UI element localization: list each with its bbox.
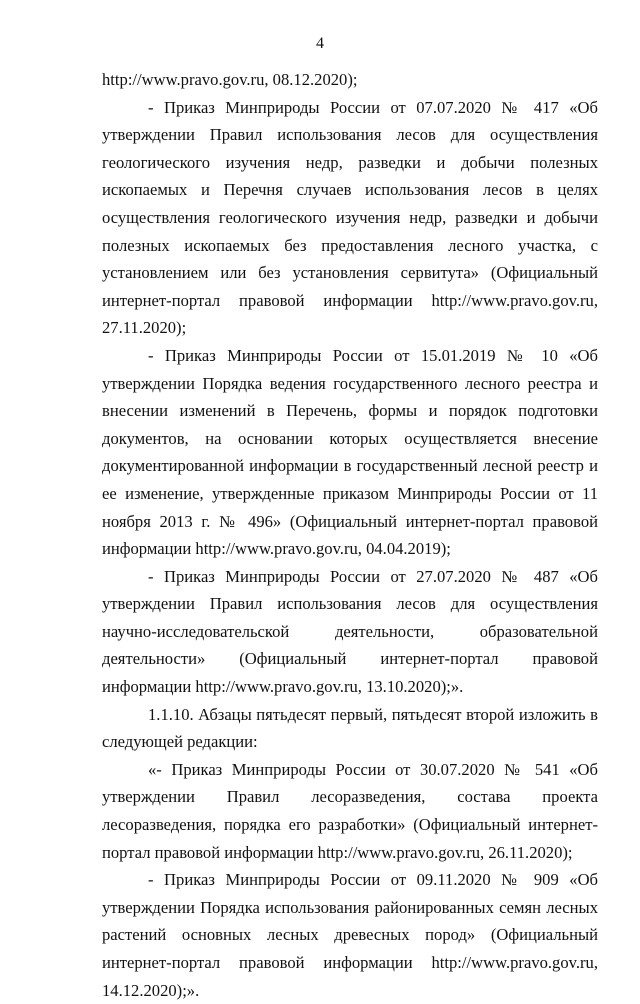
paragraph-order-909: - Приказ Минприроды России от 09.11.2020 № 909 «Об утверждении Порядка использования районированных семян лесных растений основных лесных древесных пород» (Официальный интернет-портал правовой информации http://www.pravo.gov.ru, 14.12.2020);». bbox=[102, 870, 598, 1000]
paragraph-continuation: http://www.pravo.gov.ru, 08.12.2020); bbox=[102, 70, 358, 89]
paragraph-order-487: - Приказ Минприроды России от 27.07.2020 № 487 «Об утверждении Правил использования лесов для осуществления научно-исследовательской деятельности, образовательной деятельности» (Официальный интернет-портал правовой информации http://www.pravo.gov.ru, 13.10.2020);». bbox=[102, 566, 598, 697]
document-body bbox=[102, 66, 598, 1004]
paragraph-order-541: «- Приказ Минприроды России от 30.07.2020 № 541 «Об утверждении Правил лесоразведения, состава проекта лесоразведения, порядка его разработки» (Официальный интернет-портал правовой информации http://www.pravo.gov.ru, 26.11.2020); bbox=[102, 759, 598, 862]
paragraph-order-417: - Приказ Минприроды России от 07.07.2020 № 417 «Об утверждении Правил использования лесов для осуществления геологического изучения недр, разведки и добычи полезных ископаемых и Перечня случаев использования лесов в целях осуществления геологического изучения недр, разведки и добычи полезных ископаемых без предоставления лесного участка, с установлением или без установления сервитута» (Официальный интернет-портал правовой информации http://www.pravo.gov.ru, 27.11.2020); bbox=[102, 97, 598, 338]
paragraph-order-10: - Приказ Минприроды России от 15.01.2019 № 10 «Об утверждении Порядка ведения государственного лесного реестра и внесении изменений в Перечень, формы и порядок подготовки документов, на основании которых осуществляется внесение документированной информации в государственный лесной реестр и ее изменение, утвержденные приказом Минприроды России от 11 ноября 2013 г. № 496» (Официальный интернет-портал правовой информации http://www.pravo.gov.ru, 04.04.2019); bbox=[102, 345, 598, 559]
page-number: 4 bbox=[316, 35, 324, 52]
paragraph-item-1-1-10: 1.1.10. Абзацы пятьдесят первый, пятьдесят второй изложить в следующей редакции: bbox=[102, 704, 598, 752]
